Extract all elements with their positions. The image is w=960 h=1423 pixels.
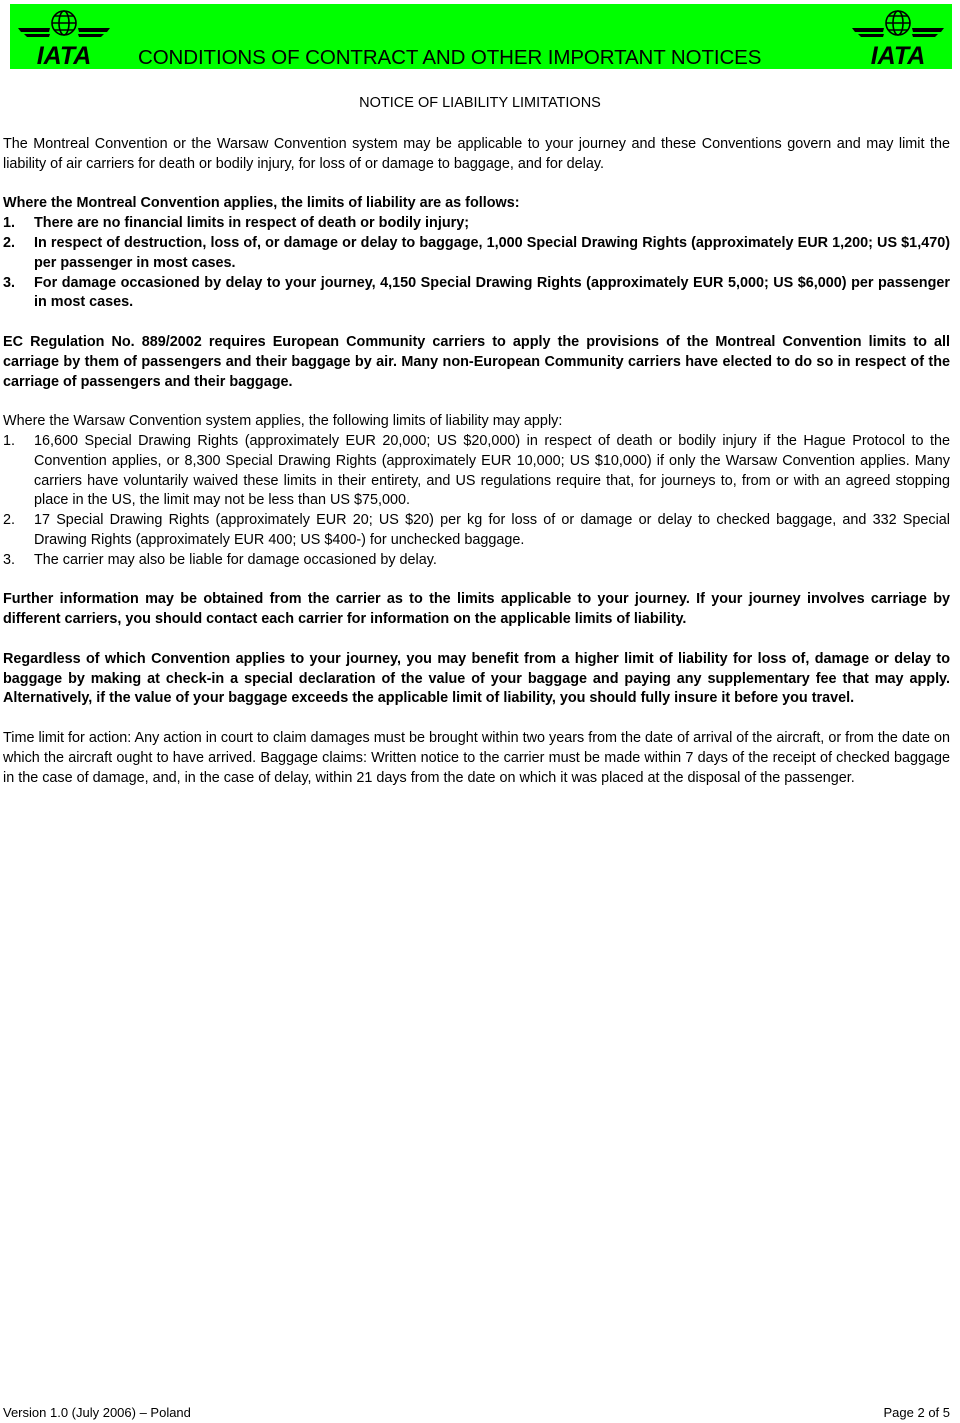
- ec-regulation-paragraph: EC Regulation No. 889/2002 requires European Community carriers to apply the provisions of the Montreal Convention limits to all carriage by them of passengers and their baggage by air. Many non-European Community carriers have elected to do so in respect of the carriage of passengers and their baggage.: [3, 333, 951, 390]
- warsaw-heading: Where the Warsaw Convention system applies, the following limits of liability may apply:: [3, 413, 563, 430]
- iata-logo-text: IATA: [36, 42, 92, 68]
- footer-page-number: Page 2 of 5: [883, 1405, 950, 1420]
- further-info-paragraph: Further information may be obtained from the carrier as to the limits applicable to your journey. If your journey involves carriage by different carriers, you should contact each carrier for information on the applicable limits of liability.: [3, 591, 950, 628]
- time-limit-paragraph: Time limit for action: Any action in court to claim damages must be brought within two years from the date of arrival of the aircraft, or from the date on which the aircraft ought to have arrived. Baggage claims: Written notice to the carrier must be made within 7 days of the receipt of checked baggage in the case of damage, and, in the case of delay, within 21 days from the date on which it was placed at the disposal of the passenger.: [3, 729, 950, 786]
- footer-version: Version 1.0 (July 2006) – Poland: [3, 1405, 191, 1420]
- list-item: 2. In respect of destruction, loss of, or damage or delay to baggage, 1,000 Special Drawing Rights (approximately EUR 1,200; US $1,470) per passenger in most cases.: [3, 234, 950, 271]
- montreal-limits-list: [3, 214, 950, 313]
- document-body: [3, 135, 950, 808]
- header-banner: [10, 4, 952, 69]
- declaration-paragraph: Regardless of which Convention applies to your journey, you may benefit from a higher limit of liability for loss of, damage or delay to baggage by making at check-in a special declaration of the value of your baggage and paying any supplementary fee that may apply. Alternatively, if the value of your baggage exceeds the applicable limit of liability, you should fully insure it before you travel.: [3, 650, 950, 707]
- list-item: 3. The carrier may also be liable for damage occasioned by delay.: [3, 551, 437, 568]
- iata-logo: [850, 6, 946, 68]
- list-item: 3. For damage occasioned by delay to your journey, 4,150 Special Drawing Rights (approximately EUR 5,000; US $6,000) per passenger in most cases.: [3, 274, 950, 311]
- iata-logo-text: IATA: [870, 42, 926, 68]
- iata-logo: [16, 6, 112, 68]
- list-item: 1. 16,600 Special Drawing Rights (approximately EUR 20,000; US $20,000) in respect of death or bodily injury if the Hague Protocol to the Convention applies, or 8,300 Special Drawing Rights (approximately EUR 10,000; US $10,000) if only the Warsaw Convention applies. Many carriers have voluntarily waived these limits in their entirety, and US regulations require that, for journeys to, from or with an agreed stopping place in the US, the limit may not be less than US $75,000.: [3, 432, 950, 509]
- list-item: 1. There are no financial limits in respect of death or bodily injury;: [3, 215, 470, 232]
- list-item: 2. 17 Special Drawing Rights (approximately EUR 20; US $20) per kg for loss of or damage or delay to checked baggage, and 332 Special Drawing Rights (approximately EUR 400; US $400-) for unchecked baggage.: [3, 512, 950, 548]
- warsaw-limits-list: [3, 432, 950, 571]
- intro-paragraph: The Montreal Convention or the Warsaw Convention system may be applicable to your journey and these Conventions govern and may limit the liability of air carriers for death or bodily injury, for loss of or damage to baggage, and for delay.: [3, 136, 950, 172]
- document-title: CONDITIONS OF CONTRACT AND OTHER IMPORTANT NOTICES: [138, 46, 762, 69]
- notice-title: NOTICE OF LIABILITY LIMITATIONS: [359, 95, 601, 111]
- montreal-heading: Where the Montreal Convention applies, the limits of liability are as follows:: [3, 195, 520, 212]
